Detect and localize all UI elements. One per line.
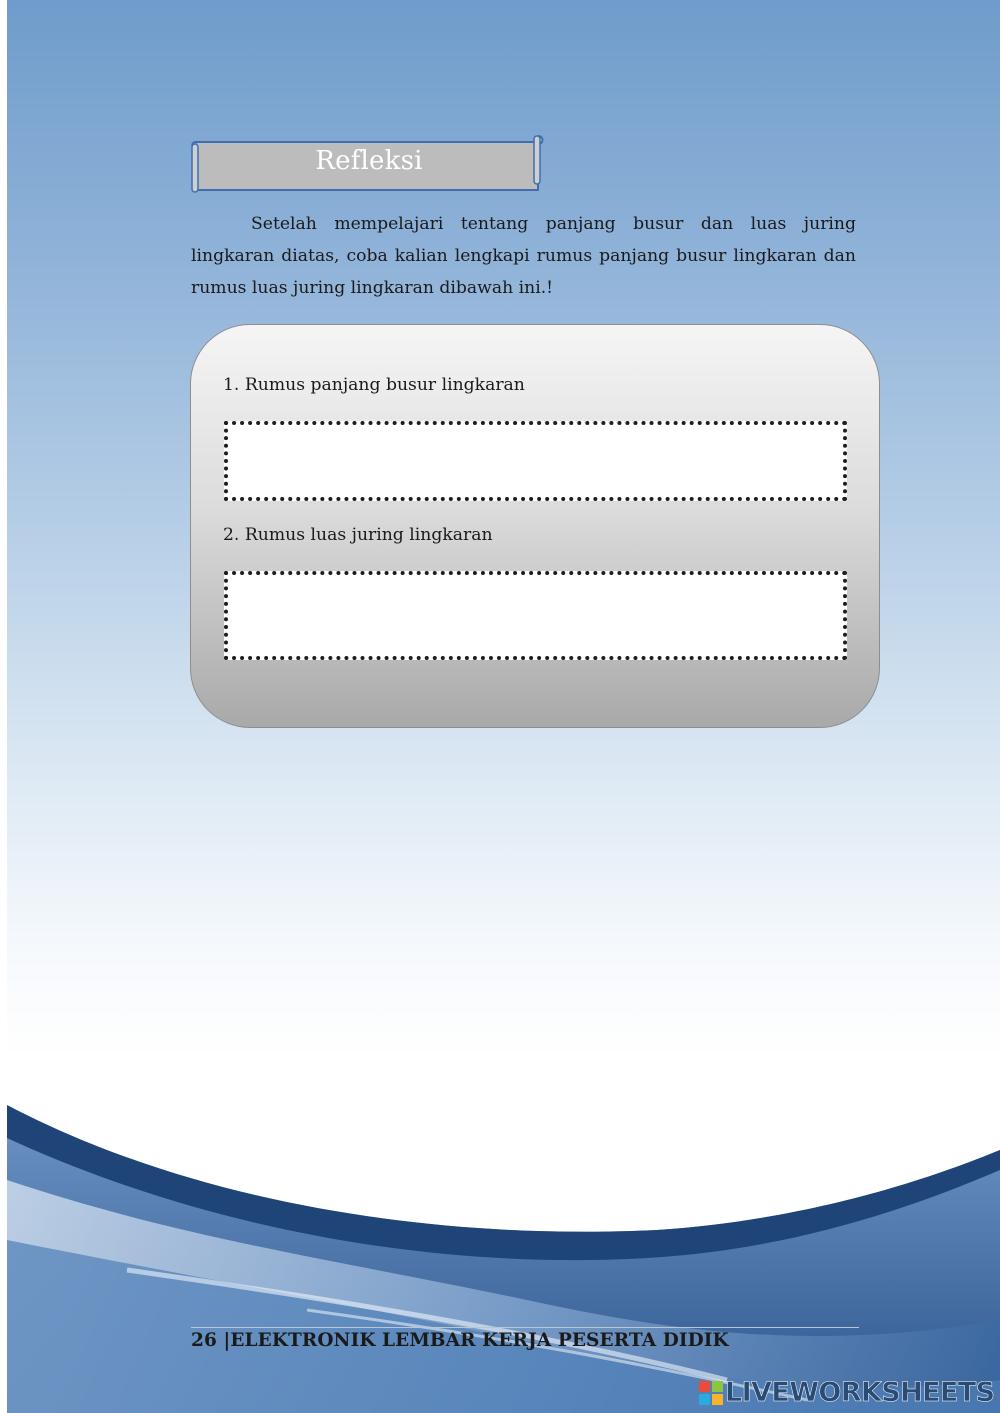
- page-margin: [0, 0, 7, 1413]
- footer-page-label: 26 |ELEKTRONIK LEMBAR KERJA PESERTA DIDIK: [191, 1330, 729, 1351]
- answer-field-2[interactable]: [224, 571, 847, 660]
- question-2-label: 2. Rumus luas juring lingkaran: [223, 525, 493, 545]
- intro-paragraph: Setelah mempelajari tentang panjang busur dan luas juring lingkaran diatas, coba kalian lengkapi rumus panjang busur lingkaran dan rumus luas juring lingkaran dibawah ini.!: [191, 214, 856, 298]
- footer-divider: [191, 1327, 859, 1328]
- question-1-label: 1. Rumus panjang busur lingkaran: [223, 375, 525, 395]
- section-title: Refleksi: [315, 146, 423, 176]
- watermark-text: LIVEWORKSHEETS: [725, 1377, 995, 1408]
- liveworksheets-logo: [699, 1379, 994, 1409]
- answer-field-1[interactable]: [224, 421, 847, 501]
- liveworksheets-icon: [699, 1381, 723, 1405]
